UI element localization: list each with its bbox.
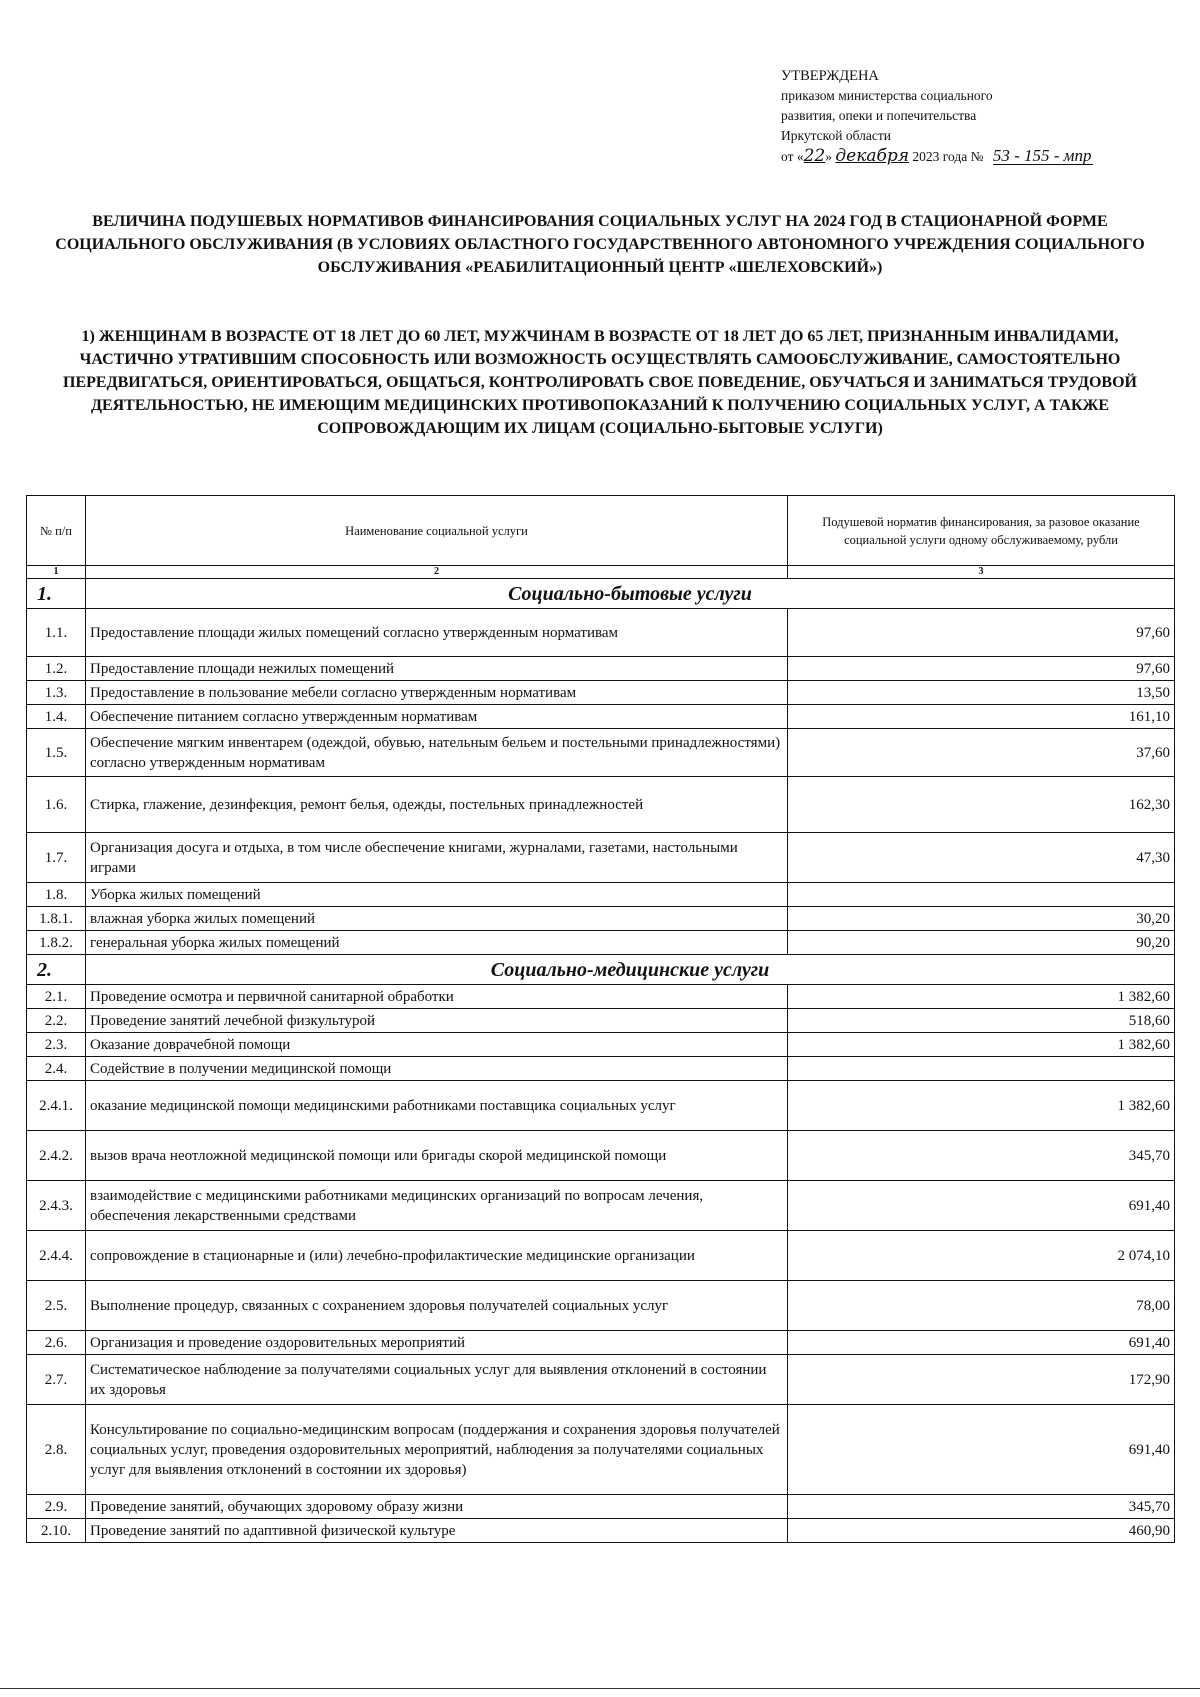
table-row bbox=[27, 681, 1175, 705]
row-number: 1.2. bbox=[27, 657, 86, 681]
service-name: Консультирование по социально-медицинским вопросам (поддержания и сохранения здоровья получателей социальных услуг, проведения оздоровительных мероприятий, наблюдения за получателями социальных услуг для выявления отклонений в состоянии их здоровья) bbox=[86, 1405, 788, 1495]
row-number: 2.2. bbox=[27, 1009, 86, 1033]
row-number: 2.4.3. bbox=[27, 1181, 86, 1231]
approval-date-line bbox=[781, 146, 1181, 167]
date-month: декабря bbox=[835, 146, 910, 166]
section-row bbox=[27, 579, 1175, 609]
section-title: Социально-бытовые услуги bbox=[86, 579, 1175, 609]
service-name: Стирка, глажение, дезинфекция, ремонт белья, одежды, постельных принадлежностей bbox=[86, 777, 788, 833]
row-number: 2.3. bbox=[27, 1033, 86, 1057]
row-number: 1.8. bbox=[27, 883, 86, 907]
service-name: влажная уборка жилых помещений bbox=[86, 907, 788, 931]
service-name: Обеспечение питанием согласно утвержденным нормативам bbox=[86, 705, 788, 729]
header-num: № п/п bbox=[27, 496, 86, 566]
norm-value: 37,60 bbox=[788, 729, 1175, 777]
table-row bbox=[27, 729, 1175, 777]
row-number: 2.6. bbox=[27, 1331, 86, 1355]
norms-table bbox=[26, 495, 1175, 1543]
row-number: 2.4. bbox=[27, 1057, 86, 1081]
approval-stamp bbox=[781, 66, 1181, 167]
norm-value: 1 382,60 bbox=[788, 1033, 1175, 1057]
norm-value bbox=[788, 1057, 1175, 1081]
table-row bbox=[27, 1231, 1175, 1281]
row-number: 1.5. bbox=[27, 729, 86, 777]
column-numbers-row bbox=[27, 566, 1175, 579]
norm-value: 97,60 bbox=[788, 609, 1175, 657]
service-name: Систематическое наблюдение за получателями социальных услуг для выявления отклонений в состоянии их здоровья bbox=[86, 1355, 788, 1405]
table-header-row bbox=[27, 496, 1175, 566]
header-value: Подушевой норматив финансирования, за разовое оказание социальной услуги одному обслуживаемому, рубли bbox=[788, 496, 1175, 566]
norm-value: 518,60 bbox=[788, 1009, 1175, 1033]
row-number: 1.1. bbox=[27, 609, 86, 657]
norm-value: 78,00 bbox=[788, 1281, 1175, 1331]
service-name: Содействие в получении медицинской помощи bbox=[86, 1057, 788, 1081]
service-name: Организация и проведение оздоровительных мероприятий bbox=[86, 1331, 788, 1355]
order-number: 53 - 155 - мпр bbox=[992, 146, 1092, 165]
service-name: сопровождение в стационарные и (или) лечебно-профилактические медицинские организации bbox=[86, 1231, 788, 1281]
service-name: Предоставление площади жилых помещений согласно утвержденным нормативам bbox=[86, 609, 788, 657]
table-row bbox=[27, 1033, 1175, 1057]
row-number: 2.7. bbox=[27, 1355, 86, 1405]
table-row bbox=[27, 705, 1175, 729]
service-name: Организация досуга и отдыха, в том числе обеспечение книгами, журналами, газетами, настольными играми bbox=[86, 833, 788, 883]
service-name: вызов врача неотложной медицинской помощи или бригады скорой медицинской помощи bbox=[86, 1131, 788, 1181]
table-row bbox=[27, 609, 1175, 657]
row-number: 1.8.1. bbox=[27, 907, 86, 931]
table-row bbox=[27, 1081, 1175, 1131]
table-row bbox=[27, 777, 1175, 833]
row-number: 2.5. bbox=[27, 1281, 86, 1331]
service-name: Проведение занятий лечебной физкультурой bbox=[86, 1009, 788, 1033]
date-year: 2023 года № bbox=[912, 149, 984, 164]
norm-value: 691,40 bbox=[788, 1331, 1175, 1355]
page-bottom-rule bbox=[0, 1688, 1200, 1689]
service-name: взаимодействие с медицинскими работниками медицинских организаций по вопросам лечения, обеспечения лекарственными средствами bbox=[86, 1181, 788, 1231]
norm-value bbox=[788, 883, 1175, 907]
table-row bbox=[27, 1281, 1175, 1331]
table-row bbox=[27, 1495, 1175, 1519]
norm-value: 172,90 bbox=[788, 1355, 1175, 1405]
service-name: Оказание доврачебной помощи bbox=[86, 1033, 788, 1057]
norm-value: 162,30 bbox=[788, 777, 1175, 833]
norm-value: 90,20 bbox=[788, 931, 1175, 955]
norm-value: 345,70 bbox=[788, 1495, 1175, 1519]
norm-value: 2 074,10 bbox=[788, 1231, 1175, 1281]
table-row bbox=[27, 833, 1175, 883]
norm-value: 1 382,60 bbox=[788, 985, 1175, 1009]
service-name: Обеспечение мягким инвентарем (одеждой, обувью, нательным бельем и постельными принадлежностями) согласно утвержденным нормативам bbox=[86, 729, 788, 777]
approval-heading: УТВЕРЖДЕНА bbox=[781, 68, 879, 84]
date-prefix: от « bbox=[781, 149, 804, 164]
row-number: 1.8.2. bbox=[27, 931, 86, 955]
row-number: 2.4.1. bbox=[27, 1081, 86, 1131]
row-number: 2.4.4. bbox=[27, 1231, 86, 1281]
service-name: оказание медицинской помощи медицинскими работниками поставщика социальных услуг bbox=[86, 1081, 788, 1131]
service-name: Проведение занятий, обучающих здоровому образу жизни bbox=[86, 1495, 788, 1519]
section-number: 2. bbox=[27, 955, 86, 985]
row-number: 1.6. bbox=[27, 777, 86, 833]
row-number: 2.9. bbox=[27, 1495, 86, 1519]
service-name: Проведение осмотра и первичной санитарной обработки bbox=[86, 985, 788, 1009]
col-number-2: 2 bbox=[86, 566, 788, 579]
table-row bbox=[27, 985, 1175, 1009]
table-row bbox=[27, 883, 1175, 907]
table-row bbox=[27, 1009, 1175, 1033]
row-number: 2.10. bbox=[27, 1519, 86, 1543]
norm-value: 691,40 bbox=[788, 1181, 1175, 1231]
table-row bbox=[27, 1131, 1175, 1181]
date-day: 22 bbox=[803, 146, 826, 166]
norm-value: 691,40 bbox=[788, 1405, 1175, 1495]
norm-value: 345,70 bbox=[788, 1131, 1175, 1181]
norm-value: 13,50 bbox=[788, 681, 1175, 705]
table-row bbox=[27, 1519, 1175, 1543]
service-name: генеральная уборка жилых помещений bbox=[86, 931, 788, 955]
row-number: 1.4. bbox=[27, 705, 86, 729]
date-mid: » bbox=[825, 149, 832, 164]
section-number: 1. bbox=[27, 579, 86, 609]
service-name: Предоставление в пользование мебели согласно утвержденным нормативам bbox=[86, 681, 788, 705]
service-name: Проведение занятий по адаптивной физической культуре bbox=[86, 1519, 788, 1543]
norm-value: 161,10 bbox=[788, 705, 1175, 729]
norm-value: 47,30 bbox=[788, 833, 1175, 883]
service-name: Уборка жилых помещений bbox=[86, 883, 788, 907]
table-row bbox=[27, 1057, 1175, 1081]
section-row bbox=[27, 955, 1175, 985]
table-row bbox=[27, 931, 1175, 955]
table-row bbox=[27, 1181, 1175, 1231]
approval-line-2: развития, опеки и попечительства bbox=[781, 108, 977, 123]
section-title: Социально-медицинские услуги bbox=[86, 955, 1175, 985]
document-subtitle: 1) ЖЕНЩИНАМ В ВОЗРАСТЕ ОТ 18 ЛЕТ ДО 60 ЛЕТ, МУЖЧИНАМ В ВОЗРАСТЕ ОТ 18 ЛЕТ ДО 65 ЛЕТ, ПРИЗНАННЫМ ИНВАЛИДАМИ, ЧАСТИЧНО УТРАТИВШИМ СПОСОБНОСТЬ ИЛИ ВОЗМОЖНОСТЬ ОСУЩЕСТВЛЯТЬ САМООБСЛУЖИВАНИЕ, САМОСТОЯТЕЛЬНО ПЕРЕДВИГАТЬСЯ, ОРИЕНТИРОВАТЬСЯ, ОБЩАТЬСЯ, КОНТРОЛИРОВАТЬ СВОЕ ПОВЕДЕНИЕ, ОБУЧАТЬСЯ И ЗАНИМАТЬСЯ ТРУДОВОЙ ДЕЯТЕЛЬНОСТЬЮ, НЕ ИМЕЮЩИМ МЕДИЦИНСКИХ ПРОТИВОПОКАЗАНИЙ К ПОЛУЧЕНИЮ СОЦИАЛЬНЫХ УСЛУГ, А ТАКЖЕ СОПРОВОЖДАЮЩИМ ИХ ЛИЦАМ (СОЦИАЛЬНО-БЫТОВЫЕ УСЛУГИ) bbox=[63, 328, 1137, 437]
norm-value: 460,90 bbox=[788, 1519, 1175, 1543]
norm-value: 97,60 bbox=[788, 657, 1175, 681]
service-name: Выполнение процедур, связанных с сохранением здоровья получателей социальных услуг bbox=[86, 1281, 788, 1331]
row-number: 2.1. bbox=[27, 985, 86, 1009]
service-name: Предоставление площади нежилых помещений bbox=[86, 657, 788, 681]
document-title: ВЕЛИЧИНА ПОДУШЕВЫХ НОРМАТИВОВ ФИНАНСИРОВАНИЯ СОЦИАЛЬНЫХ УСЛУГ НА 2024 ГОД В СТАЦИОНАРНОЙ ФОРМЕ СОЦИАЛЬНОГО ОБСЛУЖИВАНИЯ (В УСЛОВИЯХ ОБЛАСТНОГО ГОСУДАРСТВЕННОГО АВТОНОМНОГО УЧРЕЖДЕНИЯ СОЦИАЛЬНОГО ОБСЛУЖИВАНИЯ «РЕАБИЛИТАЦИОННЫЙ ЦЕНТР «ШЕЛЕХОВСКИЙ») bbox=[55, 213, 1145, 276]
row-number: 1.3. bbox=[27, 681, 86, 705]
approval-line-3: Иркутской области bbox=[781, 128, 892, 143]
table-row bbox=[27, 1331, 1175, 1355]
row-number: 2.8. bbox=[27, 1405, 86, 1495]
approval-line-1: приказом министерства социального bbox=[781, 88, 993, 103]
table-row bbox=[27, 657, 1175, 681]
table-row bbox=[27, 907, 1175, 931]
norm-value: 1 382,60 bbox=[788, 1081, 1175, 1131]
table-row bbox=[27, 1405, 1175, 1495]
row-number: 2.4.2. bbox=[27, 1131, 86, 1181]
col-number-3: 3 bbox=[788, 566, 1175, 579]
header-name: Наименование социальной услуги bbox=[86, 496, 788, 566]
row-number: 1.7. bbox=[27, 833, 86, 883]
norm-value: 30,20 bbox=[788, 907, 1175, 931]
col-number-1: 1 bbox=[27, 566, 86, 579]
table-row bbox=[27, 1355, 1175, 1405]
